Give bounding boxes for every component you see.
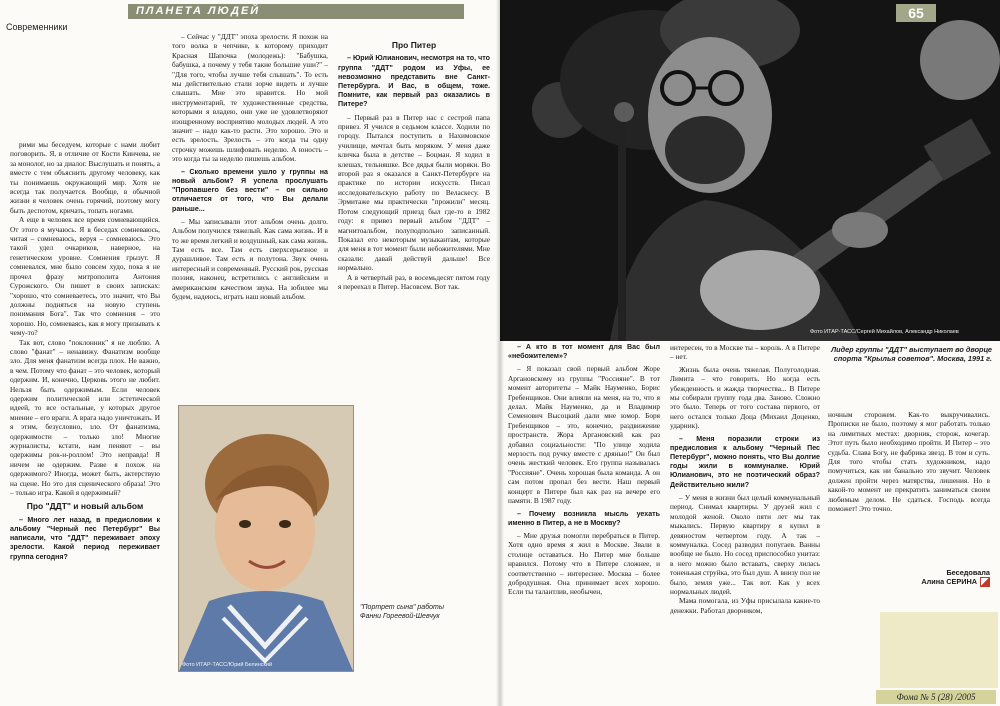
concert-photo-caption: Лидер группы "ДДТ" выступает во дворце спорта "Крылья советов". Москва, 1991 г. xyxy=(831,345,992,363)
left-column-2 xyxy=(172,32,328,400)
paragraph: – Мне друзья помогли перебраться в Питер. Хотя одно время я жил в Москве. Звали в столице оставаться. Но Питер мне больше нравился. Потому что в Питере сложнее, и соответственно – интереснее. Москва – более добродушная. Она принимает всех хорошо. Если ты талантлив, необычен, xyxy=(508,530,660,597)
issue-footer: Фома № 5 (28) /2005 xyxy=(876,690,996,704)
paragraph: – Первый раз в Питер нас с сестрой папа привез. Я учился в седьмом классе. Ходили по городу. Пытался поступить в Нахимовское училище, мечтал быть моряком. У меня даже кличка была в детстве – Боцман. Я ходил в клешах, тельняшке. Все дядья были моряки. Во второй раз я оказался в Санкт-Петербурге на практике по истории искусств. Писал исследовательскую работу по Веласкесу. В Эрмитаже мы практически "прожили" месяц. Потом следующий приезд был где-то в 1982 году: я привез первый альбом "ДДТ" – магнитоальбом, полуподпольно записанный. Показал его некоторым музыкантам, которые для меня в тот момент были небожителями. Мне сказали: давай действуй дальше! Все нормально. xyxy=(338,112,490,273)
interviewer-signature xyxy=(870,568,990,587)
paragraph: Так вот, слово "поклонник" я не люблю. А слово "фанат" – ненавижу. Фанатизм вообще зло. Для меня фанатизм всегда плох. Не важно, в чем. Потому что фанат – это человек, который одержим. И, конечно, Церковь этого не любит. Нельзя быть одержимым. Если человек одержим политической или эстетической идеей, то все остальные, у которых другое мнение – его враги. А врага надо уничтожать. И я этим, безусловно, зло. От фанатизма, одержимости – только зло! Многие журналисты, кстати, нам пеняют – вы одержимы рок-н-роллом! Это неправда! Я ничем не одержим. Разве я похож на одержимого? Иногда, может быть, актерствую на сцене. Но это для сценического образа! Это – только игра. Какой я одержимый? xyxy=(10,337,160,498)
paragraph: – Я показал свой первый альбом Жоре Аргановскому из группы "Россияне". В тот момент авторитеты – Майк Науменко, Борис Гребенщиков. Они влияли на меня, на то, что я делал. Майк Науменко, да и Владимир Семенович Высоцкий дали мне юмор. Боря Гребенщиков – это, конечно, раздвижение пространств. Жора Аргановский как раз добавил социальности: "По улице ходила мерзость под ручку вместе с дрянью!" Он был очень жесткий человек. Его группа называлась "Россияне". Очень хорошая была команда. А он сам потом пропал без вести. Наш первый концерт в Питере был как раз на вечере его памяти. В 1987 году. xyxy=(508,364,660,506)
rubric-header: ПЛАНЕТА ЛЮДЕЙ xyxy=(128,4,464,19)
interview-question: – А кто в тот момент для Вас был «небожителем»? xyxy=(508,343,660,361)
portrait-photo-credit: Фото ИТАР-ТАСС/Юрий Белинский xyxy=(182,662,273,668)
paragraph: – Мы записывали этот альбом очень долго. Альбом получился тяжелый. Как сама жизнь. И в то же время легкий и воздушный, как сама жизнь. Там есть все. Там есть сверхсерьезное и дурашливое. Там есть и полутона. Звук очень интересный и современный. Русский рок, русская поэзия, наконец, встретились с английским и американским качеством звука. На юбилее мы будем, надеюсь, играть наш новый альбом. xyxy=(172,216,328,301)
page-number: 65 xyxy=(896,4,936,22)
portrait-caption: "Портрет сына" работы Фанни Гореевой-Шевчук xyxy=(360,604,445,620)
subheading: Про "ДДТ" и новый альбом xyxy=(26,501,144,512)
paragraph: ночным сторожем. Как-то выкручивались. Прописки не было, поэтому я мог работать только на лимитных местах: дворник, сторож, кочегар. Этот путь было необходимо пройти. И Питер – это судьба. Слава Богу, не фабрика звезд. В том и суть. Для того чтобы стать художником, надо помучиться, как ни банально это звучит. Человек должен пройти через матярства, лишения. Но в какой-то момент не прекратить заниматься своим любимым делом. Не сдаться. Господь всегда поможет! Это точно. xyxy=(828,410,990,514)
interview-question: – Юрий Юлианович, несмотря на то, что группа "ДДТ" родом из Уфы, ее невозможно представить вне Санкт-Петербурга. И Вас, в общем, тоже. Помните, как первый раз оказались в Питере? xyxy=(338,54,490,109)
left-column-3 xyxy=(338,36,490,598)
right-column-3 xyxy=(828,410,990,564)
interview-question: – Много лет назад, в предисловии к альбому "Черный пес Петербург" Вы написали, что "ДДТ" переживает эпоху зрелости. Какой период переживает группа сегодня? xyxy=(10,515,160,561)
paragraph: – У меня в жизни был целый коммунальный период. Снимал квартиры. У друзей жил с молодой женой. Около пяти лет мы так мыкались. Первую квартиру я купил в девяностом четвертом году. А так – коммуналка. Сосед разводил попугаев. Ванны вообще не было. Но сосед приспособил унитаз: в него можно было вставать, сверху лилась тоненькая струйка, это был душ. А внизу пол не было, земля уже... Так вот. Как у всех нормальных людей. xyxy=(670,492,820,596)
concert-photo xyxy=(500,0,1000,341)
subheading: Про Питер xyxy=(391,40,437,50)
paragraph: Жизнь была очень тяжелая. Полуголодная. Лимита – что говорить. Но когда есть убежденность и жажда творчества... В Питере мы собирали группу года два. Заново. Сложно это было. Теперь от того состава первого, от него остался только Доца (Михаил Доценко, ударник). xyxy=(670,364,820,431)
paragraph: – Сейчас у "ДДТ" эпоха зрелости. Я похож на того волка в чепчике, к которому приходит Красная Шапочка (молодежь): "Бабушка, бабушка, а почему у тебя такие большие уши?" – "Для того, чтобы лучше тебя слышать". То есть мы действительно стали зорче видеть и лучше слышать. Мне это нравится. Но мой инструментарий, те художественные средства, которыми я владею, они уже не удовлетворяют изощренному восприятию молодых людей. А это значит – надо как-то расти. Это хорошо. Это и есть зрелость. Зрелость – это когда ты одну строчку можешь шлифовать неделю. А юность – это когда ты за неделю пишешь альбом. xyxy=(172,32,328,164)
spread-gutter xyxy=(496,0,504,706)
paragraph: А еще в человек все время сомневающийся. От этого я мучаюсь. Я в беседах сомневаюсь, читая – сомневаюсь, веруя – сомневаюсь. Это такой удел очкариков, наверное, на генетическом уровне. Сомнения грызут. Я сомневался, мне было совсем худо, пока я не прочел фразу митрополита Антония Сурожского. Он пишет в своих записках: "хорошо, что сомневаетесь, это значит, что Вы должны подняться на новую ступень понимания Бога". Так что сомнения – это хорошо. Но, сомневаясь, как я могу призывать к чему-то? xyxy=(10,215,160,338)
interview-question: – Меня поразили строки из предисловия к альбому "Черный Пес Петербург", можно понять, что Вы долгие годы жили в коммуналке. Юрий Юлианович, это не поэтический образ? Действительно жили? xyxy=(670,434,820,489)
decorative-color-block xyxy=(880,612,998,688)
right-page xyxy=(500,0,1000,706)
interview-question: – Сколько времени ушло у группы на новый альбом? Я успела прослушать "Пропавшего без вести" – он сильно отличается от того, что Вы делали раньше... xyxy=(172,167,328,213)
interview-question: – Почему возникла мысль уехать именно в Питер, а не в Москву? xyxy=(508,509,660,527)
signature-label: Беседовала xyxy=(946,568,990,577)
paragraph: А в четвертый раз, в восемьдесят пятом году я переехал в Питер. Насовсем. Вот так. xyxy=(338,272,490,291)
right-column-1 xyxy=(508,343,660,703)
paragraph: рими мы беседуем, которые с нами любит поговорить. Я, в отличие от Кости Кинчева, не за монолог, но за диалог. Выслушать и понять, а вместе с тем объяснить другому человеку, как ты понимаешь окружающий мир. Хотя не всегда так получается. Вообще, в обычной жизни я человек очень горячий, поэтому могу быть деспотом, кричать, топать ногами. xyxy=(10,140,160,215)
boy-portrait-illustration xyxy=(179,406,353,671)
paragraph: интересен, то в Москве ты – король. А в Питере – нет. xyxy=(670,343,820,362)
signature-name: Алина СЕРИНА xyxy=(921,577,977,586)
left-column-1 xyxy=(10,140,160,700)
portrait-painting xyxy=(178,405,354,672)
end-mark-icon xyxy=(980,577,990,587)
section-label: Современники xyxy=(6,22,68,32)
concert-photo-credit: Фото ИТАР-ТАСС/Сергей Михайлов, Александр Николаев xyxy=(810,329,959,335)
singer-with-guitar-illustration xyxy=(500,0,1000,341)
right-column-2 xyxy=(670,343,820,703)
paragraph: Мама помогала, из Уфы присылала какие-то денежки. Работал дворником, xyxy=(670,596,820,615)
